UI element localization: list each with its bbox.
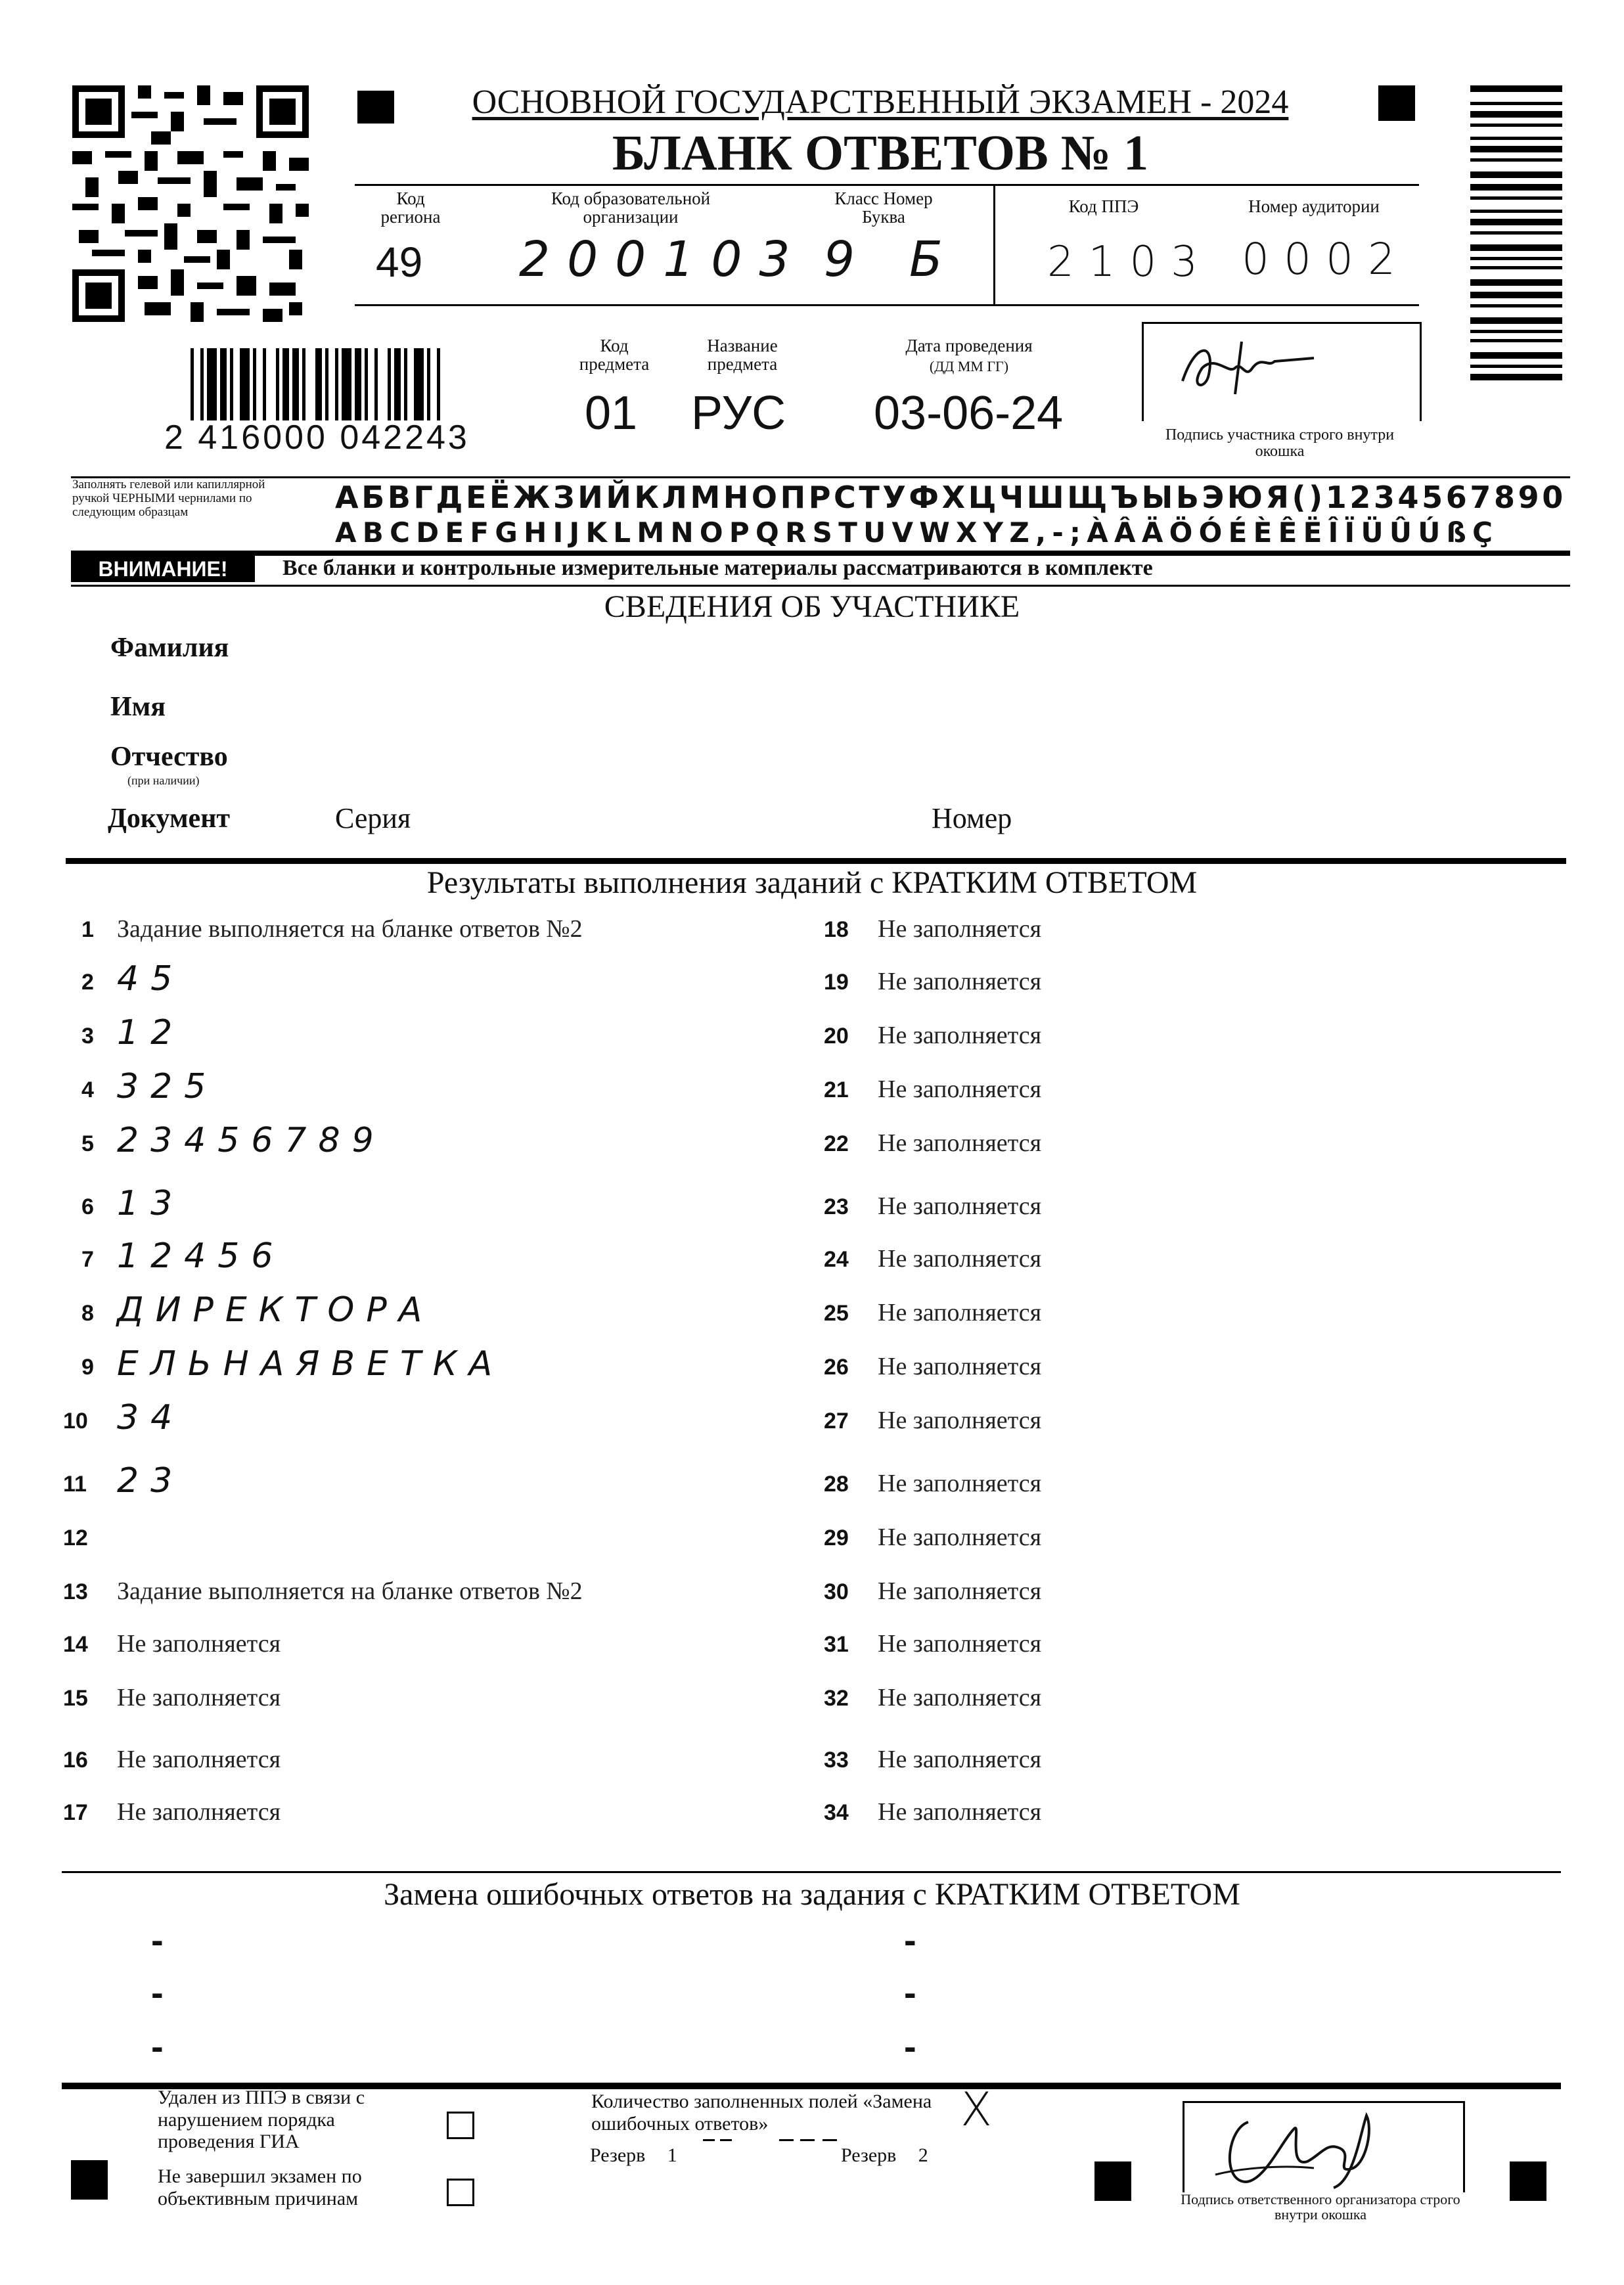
qr-code [72,85,309,322]
date-format: (ДД ММ ГГ) [929,358,1009,374]
answer-number: 18 [824,917,849,942]
corner-marker [1378,85,1415,121]
answer-static-text: Задание выполняется на бланке ответов №2 [117,1577,583,1605]
answer-static-text: Не заполняется [878,1299,1042,1326]
answer-number: 11 [63,1472,87,1497]
answer-static-text: Не заполняется [117,1630,281,1658]
replacement-dash[interactable]: - [151,1972,164,2013]
patronymic-note: (при наличии) [127,774,200,787]
sample-instruction: Заполнять гелевой или капиллярной ручкой ЧЕРНЫМИ чернилами по следующим образцам [72,478,265,519]
answer-static-text: Не заполняется [878,1192,1042,1220]
answer-number: 20 [824,1024,849,1049]
subject-name-label: Название предмета [707,336,778,374]
answer-number: 5 [81,1131,94,1156]
answer-field[interactable]: 45 [117,959,185,999]
sample-row-2: ABCDEFGHIJKLMNOPQRSTUVWXYZ,-;ÀÂÄÖÓÉÈÊËÎÏÜÛÚßÇ [335,516,1499,549]
replacement-dash[interactable]: - [151,2025,164,2067]
reserve2-label: Резерв 2 [841,2144,928,2166]
answer-number: 21 [824,1077,849,1102]
filled-count-mark[interactable]: X [960,2083,992,2137]
answer-number: 12 [63,1526,88,1550]
date-label: Дата проведения [905,336,1033,355]
answer-number: 16 [63,1748,88,1773]
answer-static-text: Не заполняется [878,1129,1042,1157]
answer-number: 2 [81,970,94,995]
replacement-dash[interactable]: - [904,1972,916,2013]
answer-field[interactable]: 12456 [117,1236,285,1276]
answer-field[interactable]: 13 [117,1184,185,1223]
answer-static-text: Не заполняется [878,1630,1042,1658]
patronymic-label: Отчество [110,742,228,772]
answer-static-text: Не заполняется [878,1684,1042,1711]
answer-static-text: Не заполняется [878,1577,1042,1605]
class-label: Класс Номер Буква [834,189,933,227]
answer-number: 22 [824,1131,849,1156]
warning-text: Все бланки и контрольные измерительные материалы рассматриваются в комплекте [282,556,1153,580]
answer-number: 26 [824,1355,849,1380]
document-label: Документ [108,803,231,834]
answer-number: 30 [824,1579,849,1604]
reserve1-label: Резерв 1 [590,2144,677,2166]
answer-number: 8 [81,1301,94,1326]
replacement-dash[interactable]: - [151,1919,164,1960]
ppe-label: Код ППЭ [1068,196,1139,216]
ppe-value: 2103 [1047,238,1212,286]
answer-field[interactable]: 23456789 [117,1121,386,1160]
answer-static-text: Не заполняется [117,1684,281,1711]
date-value: 03-06-24 [874,387,1064,440]
answer-number: 14 [63,1632,88,1657]
answer-static-text: Не заполняется [878,968,1042,995]
answer-field[interactable]: 12 [117,1013,185,1052]
region-value: 49 [376,238,423,286]
answer-number: 29 [824,1526,849,1550]
org-label: Код образовательной организации [551,189,711,227]
replacement-dash[interactable]: - [904,1919,916,1960]
answer-static-text: Задание выполняется на бланке ответов №2 [117,915,583,943]
answer-number: 34 [824,1800,849,1825]
answer-number: 31 [824,1632,849,1657]
answer-static-text: Не заполняется [878,1075,1042,1103]
room-value: 0002 [1242,234,1410,284]
answer-number: 33 [824,1748,849,1773]
replacement-section-title: Замена ошибочных ответов на задания с КРАТКИМ ОТВЕТОМ [384,1877,1240,1912]
form-title: БЛАНК ОТВЕТОВ № 1 [612,125,1149,181]
participant-signature [1169,328,1320,407]
removed-text: Удален из ППЭ в связи с нарушением порядка проведения ГИА [158,2087,365,2153]
class-number: 9 [824,231,855,288]
number-label: Номер [932,802,1012,834]
class-letter: Б [909,231,943,288]
org-value: 200103 [519,231,807,288]
removed-checkbox[interactable] [447,2112,474,2139]
answer-static-text: Не заполняется [878,915,1042,943]
subject-name-value: РУС [691,387,786,440]
corner-marker [1094,2161,1131,2201]
answer-number: 27 [824,1409,849,1434]
answer-static-text: Не заполняется [878,1798,1042,1826]
participant-section-title: СВЕДЕНИЯ ОБ УЧАСТНИКЕ [604,589,1020,624]
answer-field[interactable]: ЕЛЬНАЯВЕТКА [117,1344,505,1384]
answer-static-text: Не заполняется [878,1022,1042,1049]
answer-number: 24 [824,1247,849,1272]
exam-title: ОСНОВНОЙ ГОСУДАРСТВЕННЫЙ ЭКЗАМЕН - 2024 [472,83,1289,121]
subject-code-value: 01 [585,387,638,440]
answer-number: 32 [824,1686,849,1711]
region-label: Код региона [380,189,441,227]
answer-number: 15 [63,1686,88,1711]
sample-row-1: АБВГДЕЁЖЗИЙКЛМНОПРСТУФХЦЧШЩЪЫЬЭЮЯ()1234567890 [335,480,1566,515]
side-barcode [1470,85,1562,460]
replacement-dash[interactable]: - [904,2025,916,2067]
room-label: Номер аудитории [1248,196,1380,216]
answer-number: 28 [824,1472,849,1497]
answer-number: 19 [824,970,849,995]
answer-field[interactable]: 34 [117,1398,185,1437]
answer-static-text: Не заполняется [117,1746,281,1773]
name-label: Имя [110,692,166,722]
answer-number: 1 [81,917,94,942]
signature-caption: Подпись участника строго внутри окошка [1165,426,1395,461]
answer-number: 17 [63,1800,88,1825]
answer-static-text: Не заполняется [878,1245,1042,1273]
not-finished-checkbox[interactable] [447,2179,474,2206]
organizer-caption: Подпись ответственного организатора строго внутри окошка [1181,2191,1460,2223]
answers-section-title: Результаты выполнения заданий с КРАТКИМ ОТВЕТОМ [426,865,1198,900]
filled-count-label: Количество заполненных полей «Замена ошибочных ответов» [591,2091,932,2135]
answer-number: 6 [81,1194,94,1219]
answer-number: 25 [824,1301,849,1326]
answer-static-text: Не заполняется [878,1470,1042,1497]
answer-number: 13 [63,1579,88,1604]
corner-marker [357,91,394,124]
corner-marker [1510,2161,1546,2201]
answer-static-text: Не заполняется [878,1524,1042,1551]
answer-number: 3 [81,1024,94,1049]
organizer-signature [1202,2102,1399,2194]
answer-number: 4 [81,1077,94,1102]
answer-number: 10 [63,1409,88,1434]
surname-label: Фамилия [110,633,229,663]
answer-number: 9 [81,1355,94,1380]
answer-field[interactable]: 325 [117,1067,218,1106]
corner-marker [71,2160,108,2200]
answer-static-text: Не заполняется [117,1798,281,1826]
answer-static-text: Не заполняется [878,1746,1042,1773]
barcode-number: 2 416000 042243 [164,419,470,457]
answer-static-text: Не заполняется [878,1407,1042,1434]
answer-number: 7 [81,1247,94,1272]
subject-code-label: Код предмета [579,336,650,374]
answer-field[interactable]: 23 [117,1461,185,1501]
series-label: Серия [335,802,411,834]
answer-static-text: Не заполняется [878,1353,1042,1380]
answer-field[interactable]: ДИРЕКТОРА [117,1290,434,1330]
warning-badge: ВНИМАНИЕ! [71,556,255,582]
not-finished-text: Не завершил экзамен по объективным причинам [158,2165,362,2209]
answer-number: 23 [824,1194,849,1219]
